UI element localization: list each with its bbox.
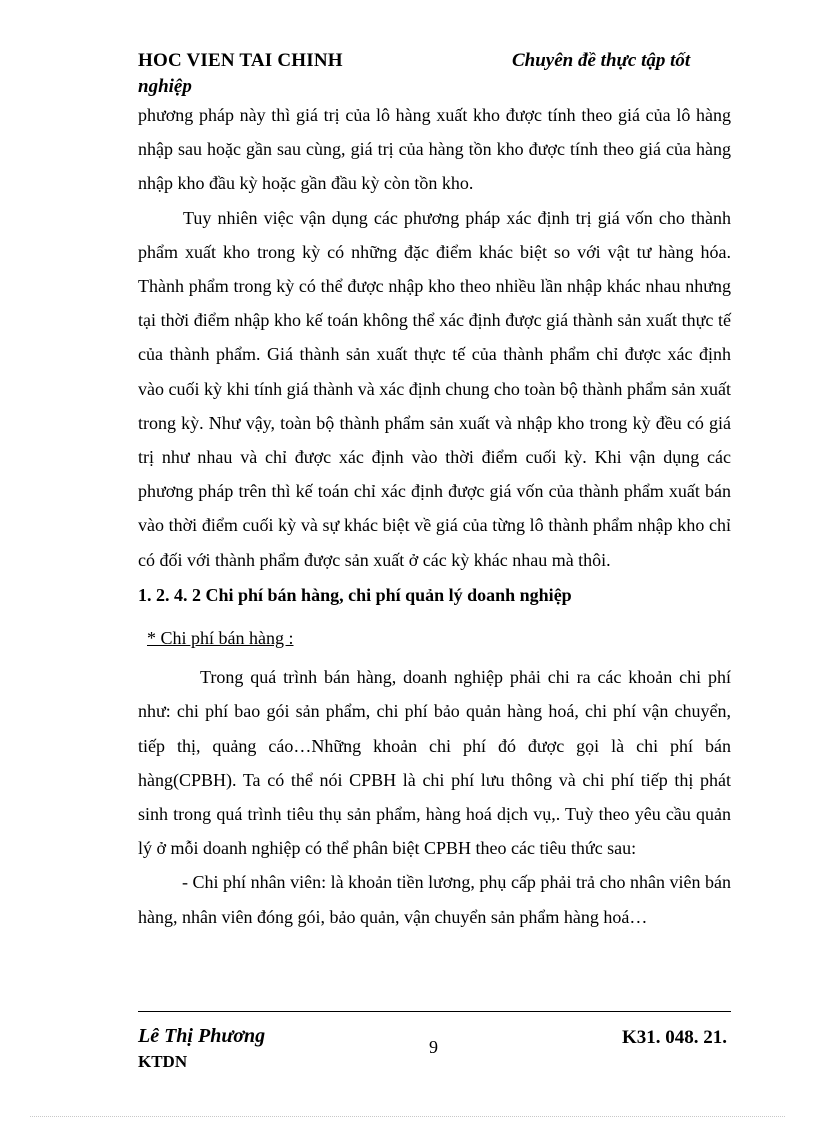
header-institution: HOC VIEN TAI CHINH: [138, 50, 343, 71]
section-heading: 1. 2. 4. 2 Chi phí bán hàng, chi phí quản lý doanh nghiệp: [138, 584, 572, 605]
page-number: 9: [429, 1037, 438, 1057]
page-bottom-border: [30, 1116, 785, 1117]
subheading-selling-expenses: * Chi phí bán hàng :: [147, 628, 294, 649]
header-document-title: Chuyên đề thực tập tốt: [512, 50, 691, 71]
header-title-continuation: nghiệp: [138, 76, 192, 97]
paragraph-selling-expenses: Trong quá trình bán hàng, doanh nghiệp phải chi ra các khoản chi phí như: chi phí bao gói sản phẩm, chi phí bảo quản hàng hoá, chi phí vận chuyển, tiếp thị, quảng cáo…Những khoản chi phí đó được gọi là chi phí bán hàng(CPBH). Ta có thể nói CPBH là chi phí lưu thông và chi phí tiếp thị phát sinh trong quá trình tiêu thụ sản phẩm, hàng hoá dịch vụ,. Tuỳ theo yêu cầu quản lý ở mỗi doanh nghiệp có thể phân biệt CPBH theo các tiêu thức sau:: [138, 667, 731, 859]
paragraph-continuation: phương pháp này thì giá trị của lô hàng xuất kho được tính theo giá của lô hàng nhập sau hoặc gần sau cùng, giá trị của hàng tồn kho được tính theo giá của hàng nhập kho đầu kỳ hoặc gần đầu kỳ còn tồn kho.: [138, 105, 731, 194]
footer-student-code: K31. 048. 21.: [622, 1027, 728, 1048]
footer-author: Lê Thị Phương: [138, 1025, 266, 1047]
footer-department: KTDN: [138, 1052, 188, 1071]
document-body: [138, 98, 731, 934]
paragraph-staff-costs: - Chi phí nhân viên: là khoản tiền lương, phụ cấp phải trả cho nhân viên bán hàng, nhân viên đóng gói, bảo quản, vận chuyển sản phẩm hàng hoá…: [138, 872, 731, 927]
paragraph-cost-methods: Tuy nhiên việc vận dụng các phương pháp xác định trị giá vốn cho thành phẩm xuất kho trong kỳ có những đặc điểm khác biệt so với vật tư hàng hóa. Thành phẩm trong kỳ có thể được nhập kho theo nhiều lần nhập khác nhau nhưng tại thời điểm nhập kho kế toán không thể xác định được giá thành sản xuất thực tế của thành phẩm. Giá thành sản xuất thực tế của thành phẩm chỉ được xác định vào cuối kỳ khi tính giá thành và xác định chung cho toàn bộ thành phẩm sản xuất trong kỳ. Như vậy, toàn bộ thành phẩm sản xuất và nhập kho trong kỳ đều có giá trị như nhau và chỉ được xác định vào thời điểm cuối kỳ. Khi vận dụng các phương pháp trên thì kế toán chỉ xác định được giá vốn của thành phẩm xuất bán vào thời điểm cuối kỳ và sự khác biệt về giá của từng lô thành phẩm nhập kho chỉ có đối với thành phẩm được sản xuất ở các kỳ khác nhau mà thôi.: [138, 207, 731, 570]
page-header: [138, 50, 738, 100]
footer-divider: [138, 1011, 731, 1012]
